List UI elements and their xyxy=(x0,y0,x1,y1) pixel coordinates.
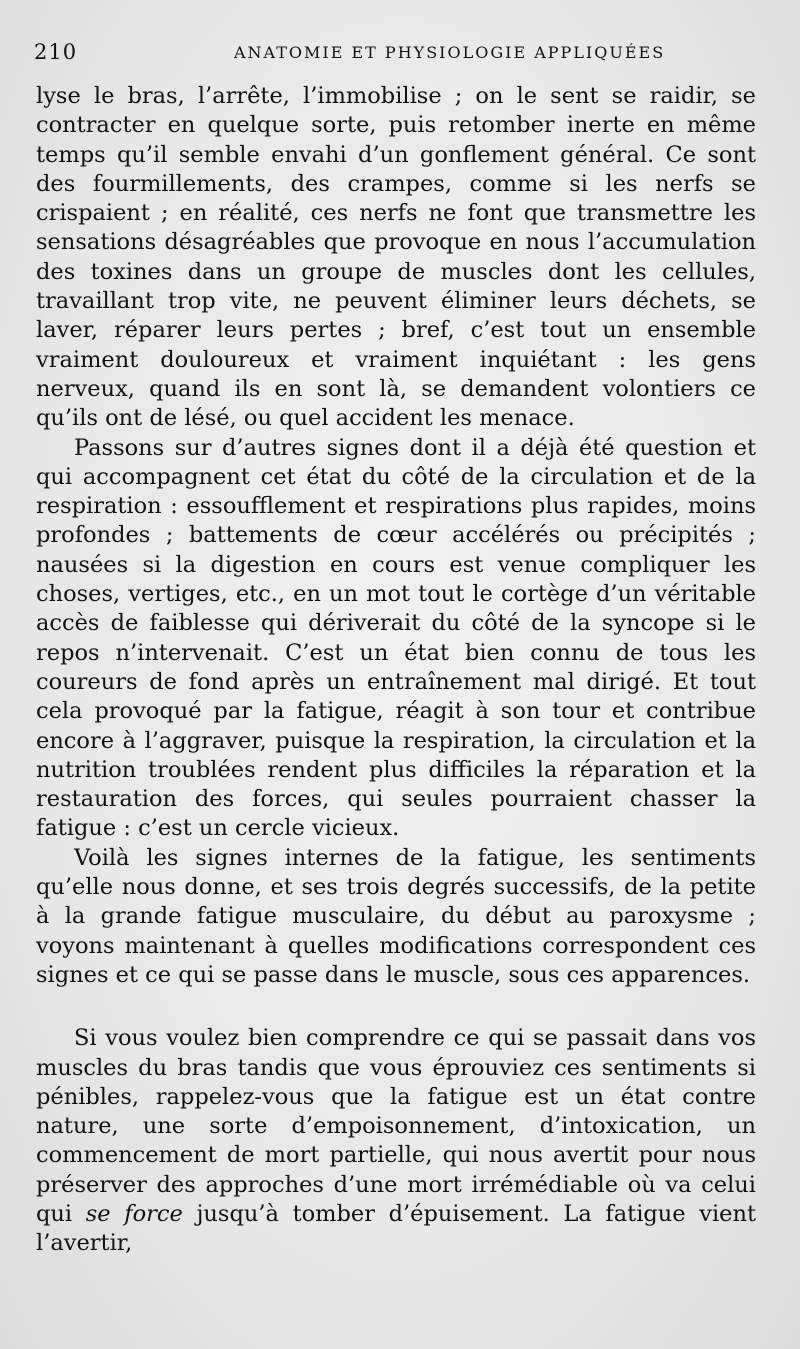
section-gap xyxy=(36,990,756,1024)
paragraph-continued: lyse le bras, l’arrête, l’immobilise ; on le sent se raidir, se contracter en quelque sorte, puis retomber inerte en même temps qu’il semble envahi d’un gonflement général. Ce sont des fourmillements, des crampes, comme si les nerfs se crispaient ; en réalité, ces nerfs ne font que transmettre les sensations désagréables que provoque en nous l’accumulation des toxines dans un groupe de muscles dont les cellules, travaillant trop vite, ne peuvent éliminer leurs déchets, se laver, réparer leurs pertes ; bref, c’est tout un ensemble vraiment douloureux et vraiment inquiétant : les gens nerveux, quand ils en sont là, se demandent volontiers ce qu’ils ont de lésé, ou quel accident les menace. xyxy=(36,83,756,432)
running-title: ANATOMIE ET PHYSIOLOGIE APPLIQUÉES xyxy=(234,43,666,62)
page-header xyxy=(34,40,764,66)
page-number: 210 xyxy=(34,40,78,64)
paragraph-muscles-bras xyxy=(36,1024,756,1258)
last-line-rest: jusqu’à tomber d’épuisement. La fatigue vient l’avertir, xyxy=(36,1200,757,1257)
italic-phrase: se force xyxy=(85,1200,183,1227)
paragraph-signes-internes: Voilà les signes internes de la fatigue, les sentiments qu’elle nous donne, et ses trois degrés successifs, de la petite à la grande fatigue musculaire, du début au paroxysme ; voyons maintenant à quelles modifications correspondent ces signes et ce qui se passe dans le muscle, sous ces apparences. xyxy=(36,844,756,988)
body-text xyxy=(36,82,756,1259)
paragraph-muscles-bras-text: Si vous voulez bien comprendre ce qui se passait dans vos muscles du bras tandis que vous éprouviez ces sentiments si pénibles, rappelez-vous que la fatigue est un état contre nature, une sorte d’empoisonnement, d’intoxication, un commencement de mort partielle, qui nous avertit pour nous préserver des approches d’une mort irrémédiable où va celui qui xyxy=(36,1025,756,1227)
paragraph-circulation: Passons sur d’autres signes dont il a déjà été question et qui accompagnent cet état du côté de la circulation et de la respiration : essoufflement et respirations plus rapides, moins profondes ; battements de cœur accélérés ou précipités ; nausées si la digestion en cours est venue compliquer les choses, vertiges, etc., en un mot tout le cortège d’un véritable accès de faiblesse qui dériverait du côté de la syncope si le repos n’intervenait. C’est un état bien connu de tous les coureurs de fond après un entraînement mal dirigé. Et tout cela provoqué par la fatigue, réagit à son tour et contribue encore à l’aggraver, puisque la respiration, la circulation et la nutrition troublées rendent plus difficiles la réparation et la restauration des forces, qui seules pourraient chasser la fatigue : c’est un cercle vicieux. xyxy=(36,434,756,842)
